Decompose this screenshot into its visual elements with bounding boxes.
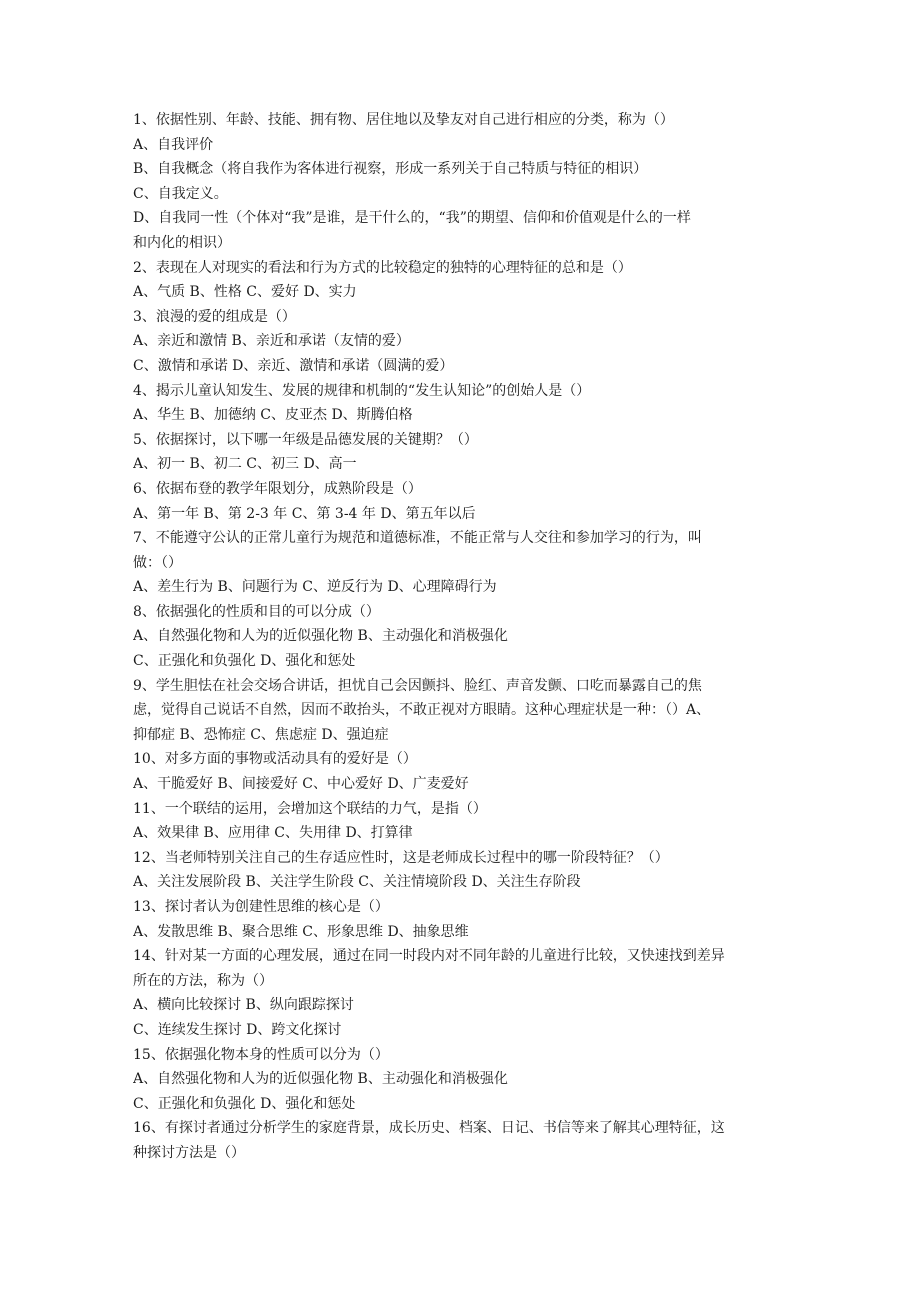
text-line: 虑，觉得自己说话不自然，因而不敢抬头，不敢正视对方眼睛。这种心理症状是一种：（）A、	[133, 702, 711, 719]
text-line: A、第一年 B、第 2-3 年 C、第 3-4 年 D、第五年以后	[133, 505, 476, 522]
text-line: 所在的方法，称为（）	[133, 972, 273, 989]
text-line: 2、表现在人对现实的看法和行为方式的比较稳定的独特的心理特征的总和是（）	[133, 259, 632, 276]
text-line: A、差生行为 B、问题行为 C、逆反行为 D、心理障碍行为	[133, 579, 497, 596]
text-line: A、自然强化物和人为的近似强化物 B、主动强化和消极强化	[133, 1071, 508, 1088]
text-line: 种探讨方法是（）	[133, 1144, 245, 1161]
text-line: A、效果律 B、应用律 C、失用律 D、打算律	[133, 825, 413, 842]
text-line: A、亲近和激情 B、亲近和承诺（友情的爱）	[133, 333, 410, 350]
text-line: 14、针对某一方面的心理发展，通过在同一时段内对不同年龄的儿童进行比较，又快速找到差异	[133, 948, 725, 965]
text-line: A、华生 B、加德纳 C、皮亚杰 D、斯腾伯格	[133, 407, 413, 424]
text-line: C、正强化和负强化 D、强化和惩处	[133, 653, 356, 670]
text-line: B、自我概念（将自我作为客体进行视察，形成一系列关于自己特质与特征的相识）	[133, 161, 648, 178]
text-line: A、发散思维 B、聚合思维 C、形象思维 D、抽象思维	[133, 923, 469, 940]
text-line: C、激情和承诺 D、亲近、激情和承诺（圆满的爱）	[133, 357, 454, 374]
text-line: 13、探讨者认为创建性思维的核心是（）	[133, 899, 389, 915]
text-line: 6、依据布登的教学年限划分，成熟阶段是（）	[133, 480, 422, 497]
text-line: C、正强化和负强化 D、强化和惩处	[133, 1095, 356, 1112]
text-line: 5、依据探讨，以下哪一年级是品德发展的关键期？（）	[133, 431, 478, 448]
text-line: A、关注发展阶段 B、关注学生阶段 C、关注情境阶段 D、关注生存阶段	[133, 874, 581, 891]
text-line: 和内化的相识）	[133, 234, 231, 251]
text-line: 15、依据强化物本身的性质可以分为（）	[133, 1046, 389, 1063]
document-page	[133, 108, 785, 1166]
text-line: 3、浪漫的爱的组成是（）	[133, 308, 296, 325]
text-line: D、自我同一性（个体对“我”是谁，是干什么的，“我”的期望、信仰和价值观是什么的一样	[133, 210, 691, 227]
text-line: A、自然强化物和人为的近似强化物 B、主动强化和消极强化	[133, 628, 508, 645]
text-line: 1、依据性别、年龄、技能、拥有物、居住地以及挚友对自己进行相应的分类，称为（）	[133, 112, 674, 128]
text-line: C、连续发生探讨 D、跨文化探讨	[133, 1021, 342, 1038]
text-line: A、初一 B、初二 C、初三 D、高一	[133, 456, 357, 473]
text-line: 10、对多方面的事物或活动具有的爱好是（）	[133, 751, 417, 768]
text-line: 做：（）	[133, 554, 182, 571]
text-line: 抑郁症 B、恐怖症 C、焦虑症 D、强迫症	[133, 726, 389, 743]
text-line: 9、学生胆怯在社会交场合讲话，担忧自己会因颤抖、脸红、声音发颤、口吃而暴露自己的焦	[133, 677, 702, 694]
text-line: 7、不能遵守公认的正常儿童行为规范和道德标准，不能正常与人交往和参加学习的行为，叫	[133, 530, 702, 547]
text-line: A、自我评价	[133, 136, 214, 153]
text-line: 16、有探讨者通过分析学生的家庭背景，成长历史、档案、日记、书信等来了解其心理特征，这	[133, 1120, 725, 1137]
text-line: 4、揭示儿童认知发生、发展的规律和机制的“发生认知论”的创始人是（）	[133, 382, 591, 399]
text-line: 11、一个联结的运用，会增加这个联结的力气，是指（）	[133, 800, 487, 817]
text-line: C、自我定义。	[133, 185, 228, 202]
text-line: A、横向比较探讨 B、纵向跟踪探讨	[133, 997, 354, 1014]
text-line: A、气质 B、性格 C、爱好 D、实力	[133, 284, 357, 301]
text-line: 12、当老师特别关注自己的生存适应性时，这是老师成长过程中的哪一阶段特征？（）	[133, 849, 669, 866]
text-line: A、干脆爱好 B、间接爱好 C、中心爱好 D、广麦爱好	[133, 776, 469, 793]
text-line: 8、依据强化的性质和目的可以分成（）	[133, 603, 380, 620]
